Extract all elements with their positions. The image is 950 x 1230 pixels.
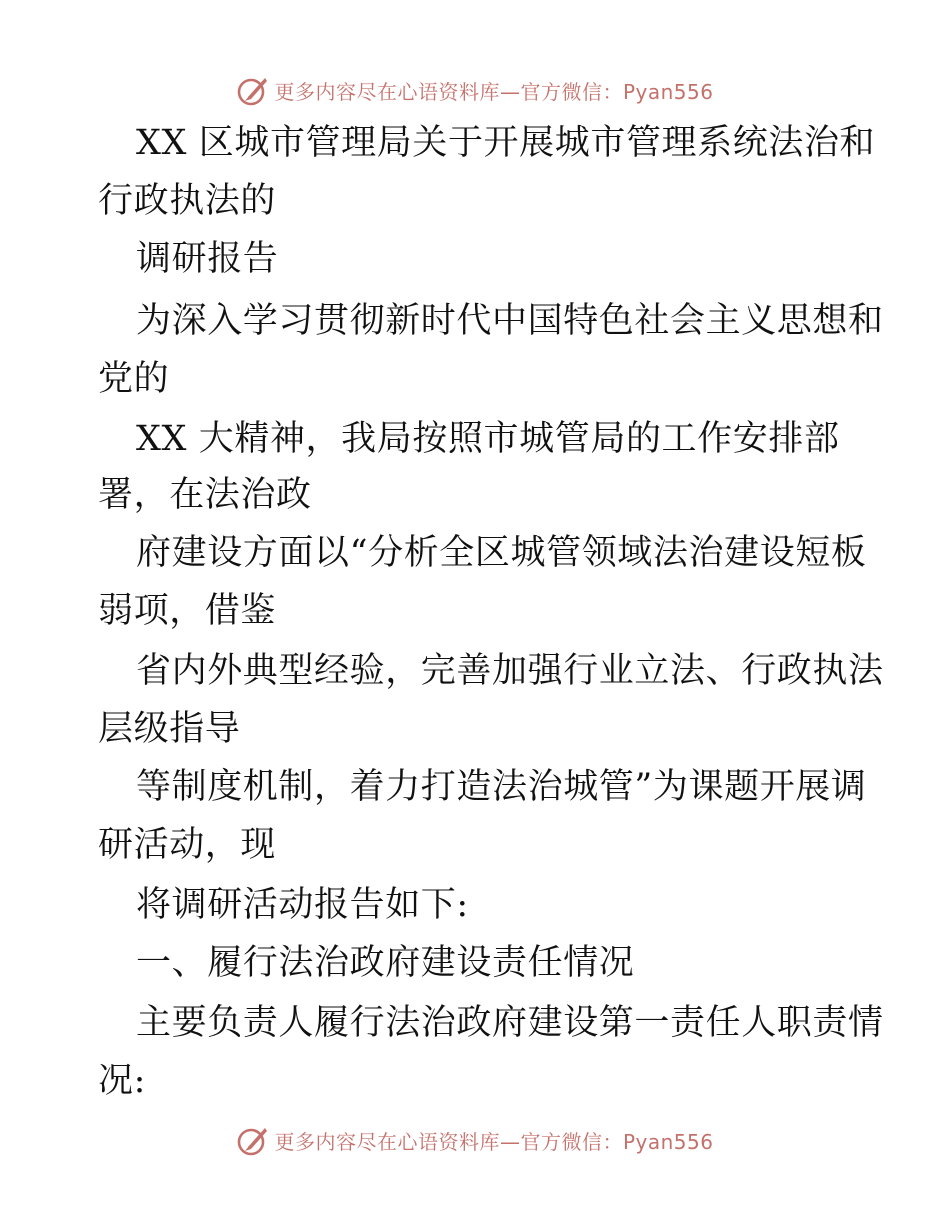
paragraph-line: 主要负责人履行法治政府建设第一责任人职责情: [136, 1003, 884, 1043]
title-line-2: 行政执法的: [98, 181, 277, 221]
paragraph-line: 层级指导: [98, 709, 241, 749]
paragraph-line: 将调研活动报告如下:: [136, 885, 469, 925]
quill-pen-logo-icon: [236, 1123, 270, 1157]
watermark-text: 更多内容尽在心语资料库—官方微信：Pyan556: [274, 79, 714, 104]
paragraph-line: XX 大精神，我局按照市城管局的工作安排部: [136, 419, 840, 459]
section-heading: 一、履行法治政府建设责任情况: [136, 943, 635, 983]
footer-watermark: [0, 1120, 950, 1160]
title-line-3: 调研报告: [136, 239, 279, 279]
paragraph-line: 等制度机制，着力打造法治城管”为课题开展调: [136, 767, 867, 807]
paragraph-line: 弱项，借鉴: [98, 591, 277, 631]
paragraph-line: 况:: [98, 1061, 146, 1101]
paragraph-line: 研活动，现: [98, 825, 277, 865]
paragraph-line: 府建设方面以“分析全区城管领域法治建设短板: [136, 533, 867, 573]
quill-pen-logo-icon: [236, 73, 270, 107]
paragraph-line: 署，在法治政: [98, 475, 312, 515]
header-watermark: [0, 70, 950, 110]
watermark-text: 更多内容尽在心语资料库—官方微信：Pyan556: [274, 1129, 714, 1154]
paragraph-line: 为深入学习贯彻新时代中国特色社会主义思想和: [136, 301, 884, 341]
paragraph-line: 党的: [98, 359, 170, 399]
paragraph-line: 省内外典型经验，完善加强行业立法、行政执法: [136, 651, 884, 691]
title-line-1: XX 区城市管理局关于开展城市管理系统法治和: [136, 123, 876, 163]
